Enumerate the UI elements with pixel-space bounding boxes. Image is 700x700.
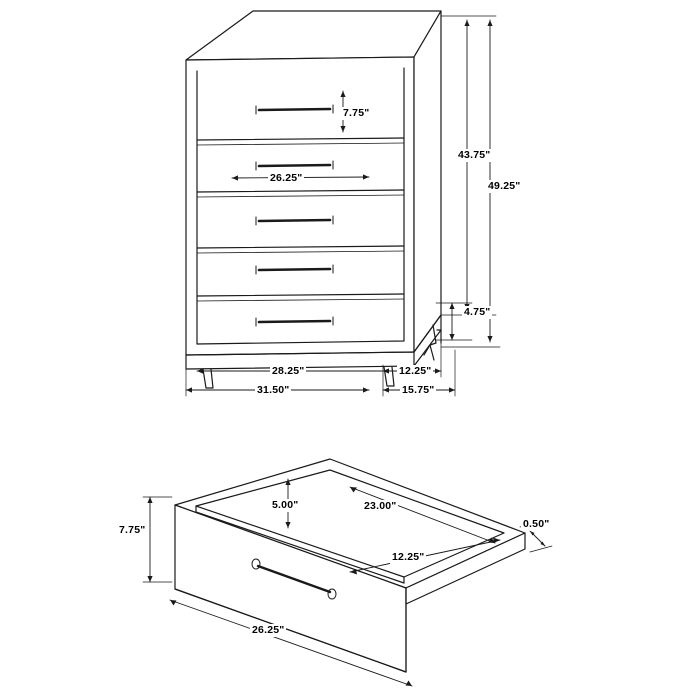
dim-label-drawer-front-height: 7.75" <box>343 107 370 119</box>
dim-label-drawer-front-width: 26.25" <box>270 172 303 184</box>
dim-label-drawer-interior-depth: 5.00" <box>272 499 299 511</box>
dim-label-overall-height: 49.25" <box>488 180 521 192</box>
dim-label-drawer-front-width: 26.25" <box>252 624 285 636</box>
dim-label-drawer-interior-length: 23.00" <box>364 500 397 512</box>
dim-label-cabinet-width: 28.25" <box>272 365 305 377</box>
dim-label-drawer-interior-width: 12.25" <box>392 551 425 563</box>
dim-label-drawer-panel-height: 7.75" <box>119 524 146 536</box>
dim-label-cabinet-height: 43.75" <box>458 149 491 161</box>
dim-label-drawer-panel-thickness: 0.50" <box>523 518 550 530</box>
dim-label-cabinet-depth: 12.25" <box>399 365 432 377</box>
dim-label-overall-width: 31.50" <box>257 384 290 396</box>
dim-label-overall-depth: 15.75" <box>402 384 435 396</box>
dim-label-leg-height: 4.75" <box>464 306 491 318</box>
